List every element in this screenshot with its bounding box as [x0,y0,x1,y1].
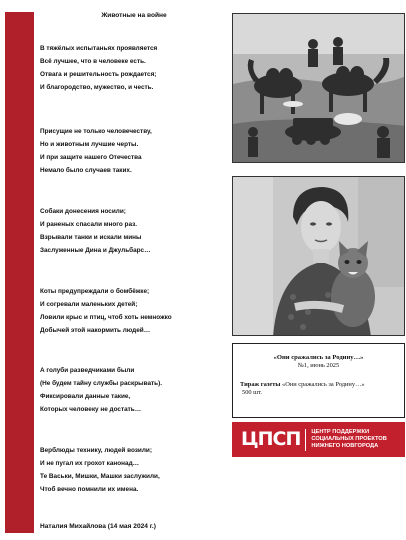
stanza-2 [40,125,230,177]
poem-line: И раненых спасали много раз. [40,221,138,228]
stanza-5 [40,364,230,416]
issue-number: №1, июнь 2025 [297,362,340,369]
poem-line: В тяжёлых испытаньях проявляется [40,45,158,52]
poem-title: Животные на войне [101,12,167,19]
poem-line: И не пугал их грохот канонад… [40,460,140,467]
poem-line: Собаки донесения носили; [40,208,126,215]
logo-mark: ЦПСП [241,428,301,450]
poem-line: И при защите нашего Отечества [40,154,142,161]
stanza-1 [40,42,230,94]
poem-line: Заслуженные Дина и Джульбарс… [40,247,151,254]
newspaper-info-box [232,343,405,418]
circulation-value: 500 шт. [242,389,263,396]
poem-line: И согревали маленьких детей; [40,301,138,308]
circulation-label: Тираж газеты [240,381,281,388]
stanza-6 [40,444,230,496]
poem-line: Фиксировали данные такие, [40,393,131,400]
poem-line: Ловили крыс и птиц, чтоб хоть немножко [40,314,172,321]
stanza-4 [40,285,230,337]
logo-divider [305,429,306,451]
poem-line: Те Васьки, Мишки, Машки заслужили, [40,473,160,480]
newspaper-title: «Они сражались за Родину…» [273,354,364,361]
poem-line: И благородство, мужество, и честь. [40,84,154,91]
circulation-line [240,381,404,388]
poem-line: Присущие не только человечеству, [40,128,152,135]
poem-line: Которых человеку не достать… [40,406,142,413]
poem-line: Всё лучшее, что в человеке есть. [40,58,146,65]
poem-line: Чтоб вечно помнили их имена. [40,486,139,493]
poem-line: Но и животным лучшие черты. [40,141,139,148]
poem-line: Верблюды технику, людей возили; [40,447,152,454]
poem-line: Добычей этой накормить людей… [40,327,151,334]
poem-line: Взрывали танки и искали мины [40,234,142,241]
red-side-bar [5,12,34,533]
circulation-text: «Они сражались за Родину…» [280,381,365,388]
camels-soldiers-photo [232,13,405,163]
poem-line: Коты предупреждали о бомбёжке; [40,288,150,295]
poem-line: (Не будем тайну службы раскрывать). [40,380,162,387]
logo-text: ЦЕНТР ПОДДЕРЖКИ СОЦИАЛЬНЫХ ПРОЕКТОВ НИЖНЕГО НОВГОРОДА [311,428,387,450]
poem-line: А голуби разведчиками были [40,367,135,374]
poem-line: Отвага и решительность рождается; [40,71,157,78]
stanza-3 [40,205,230,257]
poem-line: Немало было случаев таких. [40,167,132,174]
woman-with-cat-photo [232,176,405,336]
poem-signature: Наталия Михайлова (14 мая 2024 г.) [40,523,156,530]
organization-logo [232,422,405,457]
